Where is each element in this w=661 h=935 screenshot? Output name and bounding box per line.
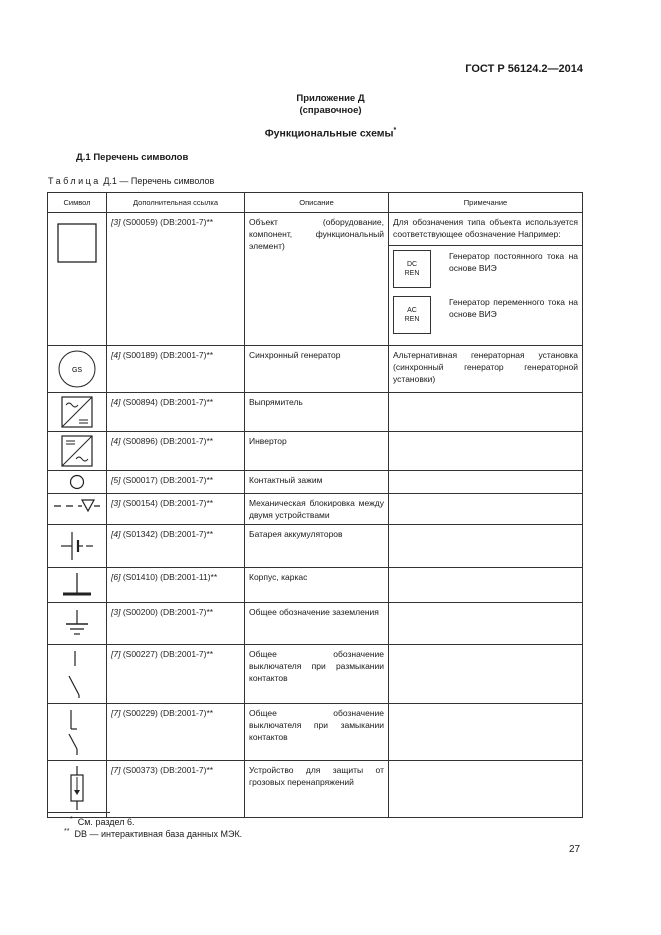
table-row bbox=[48, 393, 583, 432]
interlock-symbol-cell bbox=[48, 494, 107, 525]
ref-number: [4] bbox=[111, 436, 121, 446]
desc-cell: Объект (оборудование, компонент, функциональный элемент) bbox=[245, 213, 389, 346]
example-dc bbox=[389, 246, 582, 292]
ac-ren-label: REN bbox=[404, 316, 420, 323]
note-cell bbox=[389, 645, 583, 704]
dc-ren-symbol bbox=[393, 250, 431, 288]
ref-rest: (S01342) (DB:2001-7)** bbox=[120, 529, 214, 539]
header-ref: Дополнительная ссылка bbox=[107, 193, 245, 213]
dc-ren-label: REN bbox=[404, 270, 420, 277]
battery-icon bbox=[57, 528, 97, 564]
ref-number: [6] bbox=[111, 572, 121, 582]
ref-number: [3] bbox=[111, 217, 121, 227]
interlock-icon bbox=[52, 497, 106, 515]
dc-label: DC bbox=[406, 261, 418, 268]
ref-cell bbox=[107, 393, 245, 432]
ref-cell bbox=[107, 704, 245, 761]
table-row bbox=[48, 761, 583, 818]
footnote-divider bbox=[48, 812, 110, 813]
ref-number: [4] bbox=[111, 529, 121, 539]
section-title bbox=[0, 127, 661, 140]
ref-cell bbox=[107, 761, 245, 818]
note-cell bbox=[389, 525, 583, 568]
ref-rest: (S00154) (DB:2001-7)** bbox=[120, 498, 214, 508]
header-note: Примечание bbox=[389, 193, 583, 213]
inverter-symbol-cell bbox=[48, 432, 107, 471]
ref-number: [4] bbox=[111, 350, 121, 360]
appendix-subtitle: (справочное) bbox=[299, 105, 362, 116]
ref-cell bbox=[107, 213, 245, 346]
table-row bbox=[48, 645, 583, 704]
footnote-1 bbox=[70, 816, 135, 827]
desc-cell: Выпрямитель bbox=[245, 393, 389, 432]
table-header-row bbox=[48, 193, 583, 213]
ref-cell bbox=[107, 603, 245, 645]
examples-block bbox=[389, 245, 582, 338]
ref-number: [5] bbox=[111, 475, 121, 485]
dc-ren-text: Генератор постоянного тока на основе ВИЭ bbox=[449, 251, 578, 273]
ref-cell bbox=[107, 568, 245, 603]
ref-number: [7] bbox=[111, 649, 121, 659]
frame-icon bbox=[57, 571, 97, 599]
header-symbol: Символ bbox=[48, 193, 107, 213]
ref-number: [7] bbox=[111, 765, 121, 775]
table-row bbox=[48, 346, 583, 393]
ref-rest: (S00896) (DB:2001-7)** bbox=[120, 436, 214, 446]
surge-arrester-symbol-cell bbox=[48, 761, 107, 818]
desc-cell: Общее обозначение выключателя при размыкании контактов bbox=[245, 645, 389, 704]
inverter-icon bbox=[61, 435, 93, 467]
note-cell bbox=[389, 432, 583, 471]
ref-number: [4] bbox=[111, 397, 121, 407]
ref-rest: (S00059) (DB:2001-7)** bbox=[120, 217, 214, 227]
ref-rest: (S00189) (DB:2001-7)** bbox=[120, 350, 214, 360]
note-cell bbox=[389, 393, 583, 432]
section-title-text: Функциональные схемы bbox=[264, 127, 394, 140]
desc-cell: Батарея аккумуляторов bbox=[245, 525, 389, 568]
note-cell bbox=[389, 471, 583, 494]
gs-label: GS bbox=[71, 367, 83, 374]
ref-rest: (S00373) (DB:2001-7)** bbox=[120, 765, 214, 775]
earth-symbol-cell bbox=[48, 603, 107, 645]
footnote-2 bbox=[64, 828, 242, 839]
note-cell bbox=[389, 704, 583, 761]
desc-cell: Контактный зажим bbox=[245, 471, 389, 494]
note-cell bbox=[389, 494, 583, 525]
ref-rest: (S00229) (DB:2001-7)** bbox=[120, 708, 214, 718]
make-contact-icon bbox=[57, 707, 97, 757]
ac-ren-text: Генератор переменного тока на основе ВИЭ bbox=[449, 297, 578, 319]
table-row bbox=[48, 568, 583, 603]
ac-label: AC bbox=[407, 307, 417, 314]
table-row bbox=[48, 603, 583, 645]
subsection-title: Д.1 Перечень символов bbox=[76, 152, 189, 163]
ref-rest: (S00200) (DB:2001-7)** bbox=[120, 607, 214, 617]
desc-cell: Устройство для защиты от грозовых перенапряжений bbox=[245, 761, 389, 818]
note-cell: Альтернативная генераторная установка (синхронный генератор генераторной установки) bbox=[389, 346, 583, 393]
desc-cell: Корпус, каркас bbox=[245, 568, 389, 603]
page-number: 27 bbox=[569, 844, 581, 855]
frame-symbol-cell bbox=[48, 568, 107, 603]
desc-cell: Механическая блокировка между двумя устройствами bbox=[245, 494, 389, 525]
ref-number: [3] bbox=[111, 498, 121, 508]
note-cell bbox=[389, 603, 583, 645]
break-contact-symbol-cell bbox=[48, 645, 107, 704]
note-text: Для обозначения типа объекта используется соответствующее обозначение Например: bbox=[393, 217, 578, 239]
make-contact-symbol-cell bbox=[48, 704, 107, 761]
battery-symbol-cell bbox=[48, 525, 107, 568]
table-caption bbox=[48, 176, 214, 186]
note-cell bbox=[389, 568, 583, 603]
example-ac bbox=[389, 292, 582, 338]
earth-icon bbox=[57, 606, 97, 640]
desc-cell: Инвертор bbox=[245, 432, 389, 471]
note-cell bbox=[389, 213, 583, 346]
ref-cell bbox=[107, 525, 245, 568]
ac-ren-symbol bbox=[393, 296, 431, 334]
break-contact-icon bbox=[57, 648, 97, 700]
footnote-2-mark: ** bbox=[64, 828, 70, 835]
header-description: Описание bbox=[245, 193, 389, 213]
rectifier-icon bbox=[61, 396, 93, 428]
table-row bbox=[48, 704, 583, 761]
table-row bbox=[48, 213, 583, 346]
terminal-symbol-cell bbox=[48, 471, 107, 494]
ref-cell bbox=[107, 471, 245, 494]
table-row bbox=[48, 471, 583, 494]
desc-cell: Синхронный генератор bbox=[245, 346, 389, 393]
footnote-1-text: См. раздел 6. bbox=[77, 817, 135, 827]
ref-rest: (S01410) (DB:2001-11)** bbox=[120, 572, 218, 582]
table-row bbox=[48, 525, 583, 568]
ref-rest: (S00894) (DB:2001-7)** bbox=[120, 397, 214, 407]
ref-number: [7] bbox=[111, 708, 121, 718]
square-symbol-cell bbox=[48, 213, 107, 346]
surge-arrester-icon bbox=[57, 764, 97, 814]
ref-cell bbox=[107, 432, 245, 471]
desc-cell: Общее обозначение заземления bbox=[245, 603, 389, 645]
ref-cell bbox=[107, 494, 245, 525]
note-cell bbox=[389, 761, 583, 818]
table-row bbox=[48, 432, 583, 471]
ref-cell bbox=[107, 645, 245, 704]
ref-cell bbox=[107, 346, 245, 393]
table-caption-text: Д.1 — Перечень символов bbox=[103, 176, 215, 186]
terminal-icon bbox=[69, 474, 85, 490]
section-footnote-mark: * bbox=[393, 127, 397, 134]
standard-number: ГОСТ Р 56124.2—2014 bbox=[465, 63, 583, 75]
gs-symbol-cell bbox=[48, 346, 107, 393]
ref-number: [3] bbox=[111, 607, 121, 617]
table-row bbox=[48, 494, 583, 525]
ref-rest: (S00017) (DB:2001-7)** bbox=[120, 475, 214, 485]
footnote-2-text: DB — интерактивная база данных МЭК. bbox=[74, 829, 243, 839]
appendix-title: Приложение Д bbox=[296, 93, 365, 104]
ref-rest: (S00227) (DB:2001-7)** bbox=[120, 649, 214, 659]
table-caption-prefix: Таблица bbox=[48, 176, 101, 186]
gs-circle-icon bbox=[57, 349, 97, 389]
symbols-table bbox=[47, 192, 583, 818]
footnote-1-mark: * bbox=[70, 816, 73, 823]
rectifier-symbol-cell bbox=[48, 393, 107, 432]
desc-cell: Общее обозначение выключателя при замыкании контактов bbox=[245, 704, 389, 761]
square-symbol-icon bbox=[57, 223, 97, 263]
